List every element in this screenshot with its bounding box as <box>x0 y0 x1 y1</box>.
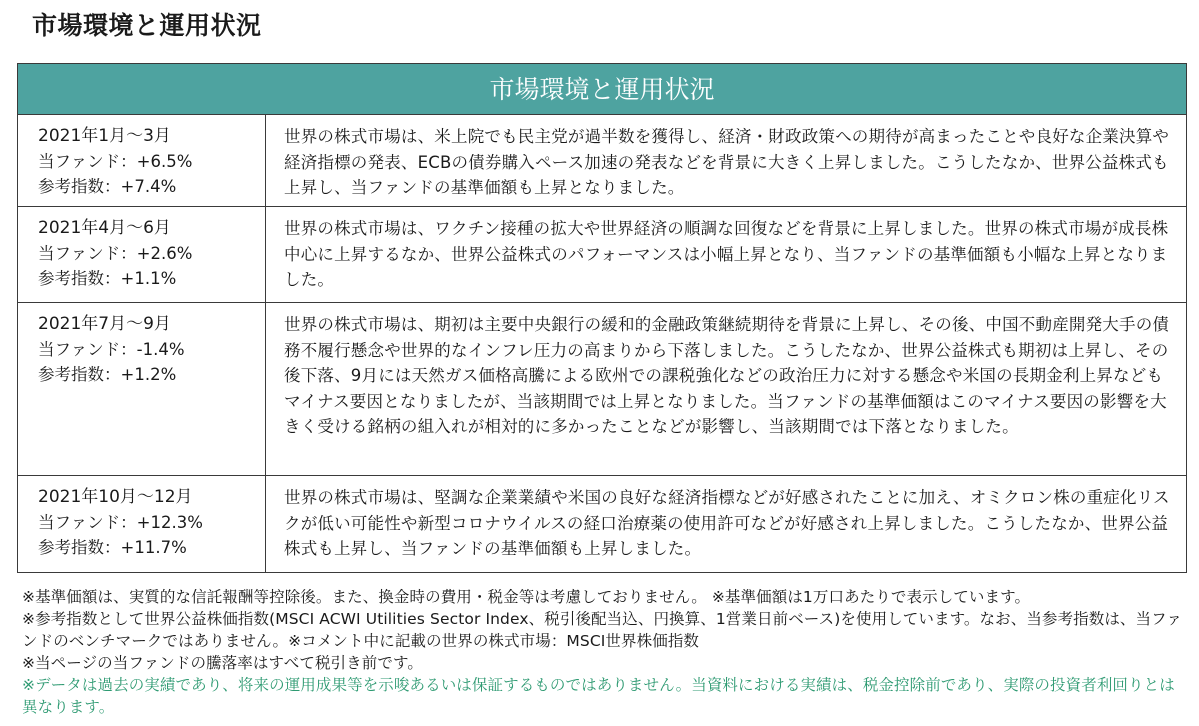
period-label: 2021年7月～9月 <box>38 314 171 334</box>
fund-return: 当ファンド：+2.6% <box>38 244 193 263</box>
benchmark-return: 参考指数：+7.4% <box>38 177 177 196</box>
market-comment: 世界の株式市場は、米上院でも民主党が過半数を獲得し、経済・財政政策への期待が高まったことや良好な企業決算や経済指標の発表、ECBの債券購入ペース加速の発表などを背景に大きく上昇しました。こうしたなか、世界公益株式も上昇し、当ファンドの基準価額も上昇となりました。 <box>284 127 1170 197</box>
page-title: 市場環境と運用状況 <box>32 11 262 40</box>
disclaimer-note: ※データは過去の実績であり、将来の運用成果等を示唆あるいは保証するものではありません。当資料における実績は、税金控除前であり、実際の投資者利回りとは異なります。 <box>22 676 1175 716</box>
fund-return: 当ファンド：+6.5% <box>38 152 193 171</box>
period-cell <box>18 207 266 302</box>
benchmark-return: 参考指数：+1.2% <box>38 365 177 384</box>
period-cell <box>18 303 266 475</box>
table-row <box>18 207 1186 303</box>
market-summary-table <box>17 63 1187 573</box>
period-label: 2021年1月～3月 <box>38 126 171 146</box>
table-row <box>18 115 1186 207</box>
table-row <box>18 303 1186 476</box>
period-cell <box>18 115 266 206</box>
footnotes <box>22 586 1187 718</box>
benchmark-return: 参考指数：+11.7% <box>38 538 187 557</box>
period-cell <box>18 476 266 572</box>
fund-return: 当ファンド：-1.4% <box>38 340 185 359</box>
market-comment: 世界の株式市場は、堅調な企業業績や米国の良好な経済指標などが好感されたことに加え、オミクロン株の重症化リスクが低い可能性や新型コロナウイルスの経口治療薬の使用許可などが好感され上昇しました。こうしたなか、世界公益株式も上昇し、当ファンドの基準価額も上昇しました。 <box>284 488 1170 558</box>
benchmark-return: 参考指数：+1.1% <box>38 269 177 288</box>
period-label: 2021年4月～6月 <box>38 218 171 238</box>
table-row <box>18 476 1186 572</box>
market-comment: 世界の株式市場は、期初は主要中央銀行の緩和的金融政策継続期待を背景に上昇し、その後、中国不動産開発大手の債務不履行懸念や世界的なインフレ圧力の高まりから下落しました。こうしたなか、世界公益株式も期初は上昇し、その後下落、9月には天然ガス価格高騰による欧州での課税強化などの政治圧力に対する懸念や米国の長期金利上昇などもマイナス要因となりましたが、当該期間では上昇となりました。当ファンドの基準価額はこのマイナス要因の影響を大きく受ける銘柄の組入れが相対的に多かったことなどが影響し、当該期間では下落となりました。 <box>284 315 1170 436</box>
table-header: 市場環境と運用状況 <box>18 64 1186 115</box>
market-comment: 世界の株式市場は、ワクチン接種の拡大や世界経済の順調な回復などを背景に上昇しました。世界の株式市場が成長株中心に上昇するなか、世界公益株式のパフォーマンスは小幅上昇となり、当ファンドの基準価額も小幅な上昇となりました。 <box>284 219 1169 289</box>
footnote: ※参考指数として世界公益株価指数(MSCI ACWI Utilities Sector Index、税引後配当込、円換算、1営業日前ベース)を使用しています。なお、当参考指数は、当ファンドのベンチマークではありません。※コメント中に記載の世界の株式市場：MSCI世界株価指数 <box>22 610 1183 650</box>
period-label: 2021年10月～12月 <box>38 487 193 507</box>
footnote: ※当ページの当ファンドの騰落率はすべて税引き前です。 <box>22 654 423 672</box>
footnote: ※基準価額は、実質的な信託報酬等控除後。また、換金時の費用・税金等は考慮しておりません。 ※基準価額は1万口あたりで表示しています。 <box>22 588 1031 606</box>
fund-return: 当ファンド：+12.3% <box>38 513 203 532</box>
